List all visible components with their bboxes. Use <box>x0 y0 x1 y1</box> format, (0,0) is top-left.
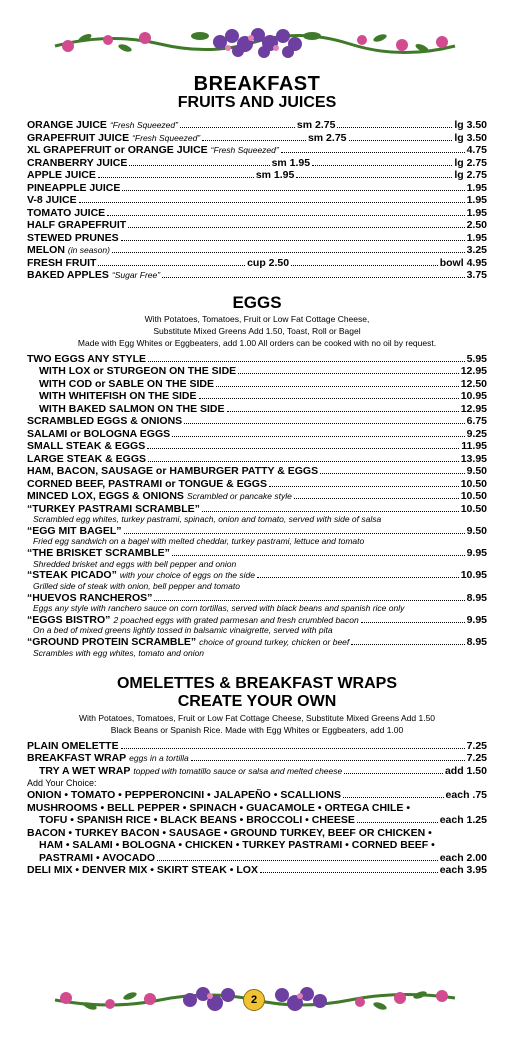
dot-leader <box>351 644 464 645</box>
addon-line: BACON • TURKEY BACON • SAUSAGE • GROUND TURKEY, BEEF OR CHICKEN • <box>27 826 432 839</box>
menu-item-name: “EGG MIT BAGEL” <box>27 524 122 537</box>
menu-item-subdescription: Grilled side of steak with onion, bell pepper and tomato <box>33 580 240 591</box>
menu-item-name: “STEAK PICADO” <box>27 569 117 582</box>
menu-item-row <box>27 144 487 157</box>
menu-item-row <box>27 453 487 466</box>
menu-item-name: WITH BAKED SALMON ON THE SIDE <box>39 402 225 415</box>
dot-leader <box>124 533 465 534</box>
menu-item-price: 9.25 <box>466 427 487 440</box>
menu-item-name: TRY A WET WRAP <box>39 764 131 777</box>
eggs-note-line: With Potatoes, Tomatoes, Fruit or Low Fat Cottage Cheese, <box>144 313 370 324</box>
dot-leader <box>112 252 465 253</box>
menu-item-description: (in season) <box>67 245 110 255</box>
menu-item-price: 10.95 <box>460 569 487 582</box>
dot-leader <box>154 600 464 601</box>
menu-item-price: 11.95 <box>461 440 487 452</box>
menu-item-price: 10.95 <box>460 390 487 402</box>
dot-leader <box>294 498 459 499</box>
menu-item-row <box>27 132 487 145</box>
addon-price: each 3.95 <box>439 864 487 877</box>
addon-line: PASTRAMI • AVOCADO <box>39 851 156 864</box>
menu-item-row <box>27 353 487 366</box>
menu-item-subdescription: Fried egg sandwich on a bagel with melted cheddar, turkey pastrami, lettuce and tomato <box>33 536 365 547</box>
menu-item-subdescription: Shredded brisket and eggs with bell pepper and onion <box>33 558 237 569</box>
addon-line: TOFU • SPANISH RICE • BLACK BEANS • BROCCOLI • CHEESE <box>39 814 355 827</box>
dot-leader <box>147 448 459 449</box>
dot-leader <box>121 748 465 749</box>
omelette-notes <box>27 713 487 735</box>
menu-item-row <box>27 378 487 391</box>
menu-item-name: CRANBERRY JUICE <box>27 156 128 169</box>
menu-item-description: “Fresh Squeezed” <box>132 132 201 143</box>
top-floral-vine <box>50 18 460 68</box>
dot-leader <box>148 461 459 462</box>
menu-item-price: 12.95 <box>460 365 487 377</box>
menu-item-subdescription: Scrambled egg whites, turkey pastrami, spinach, onion and tomato, served with side of salsa <box>33 514 382 524</box>
eggs-note-line: Made with Egg Whites or Eggbeaters, add 1.00 All orders can be cooked with no oil by request. <box>77 337 437 348</box>
menu-item-description: “Fresh Squeezed” <box>109 120 178 130</box>
dot-leader <box>357 822 438 823</box>
menu-item-price: 2.50 <box>466 219 487 231</box>
dot-leader <box>98 265 245 266</box>
menu-item-row <box>27 740 487 753</box>
menu-item-row <box>27 232 487 245</box>
menu-item-price: 13.95 <box>460 452 487 465</box>
menu-item-row <box>27 207 487 220</box>
menu-item-price: 7.25 <box>466 752 487 765</box>
menu-item-row <box>27 415 487 428</box>
addon-price: each .75 <box>445 789 487 802</box>
dot-leader <box>312 165 452 166</box>
dot-leader <box>291 265 438 266</box>
menu-item-name: HALF GRAPEFRUIT <box>27 219 127 231</box>
dot-leader <box>184 423 464 424</box>
menu-item-price: lg 3.50 <box>454 131 488 144</box>
menu-item-row <box>27 244 487 257</box>
fruits-juices-list <box>27 119 487 282</box>
dot-leader <box>129 165 269 166</box>
menu-item-price: 8.95 <box>466 636 487 649</box>
dot-leader <box>216 386 459 387</box>
eggs-note-line: Substitute Mixed Greens Add 1.50, Toast, Roll or Bagel <box>153 325 361 336</box>
omelettes-subtitle: CREATE YOUR OWN <box>177 692 337 710</box>
menu-item-row <box>27 465 487 478</box>
addon-price: each 2.00 <box>439 851 487 864</box>
menu-item-price: 6.75 <box>466 415 487 427</box>
menu-item-price: 3.25 <box>466 244 487 256</box>
menu-item-description: with your choice of eggs on the side <box>119 570 255 581</box>
menu-item-row <box>27 428 487 441</box>
dot-leader <box>180 127 295 128</box>
dot-leader <box>128 227 464 228</box>
menu-item-row <box>27 157 487 170</box>
menu-item-name: WITH LOX or STURGEON ON THE SIDE <box>39 365 237 377</box>
dot-leader <box>257 577 459 578</box>
addon-row <box>27 852 487 865</box>
dot-leader <box>172 555 465 556</box>
menu-item-price: lg 2.75 <box>454 156 488 169</box>
menu-item-name: GRAPEFRUIT JUICE <box>27 131 130 144</box>
menu-item-name: LARGE STEAK & EGGS <box>27 452 147 465</box>
menu-item-price: 4.75 <box>466 144 487 156</box>
addon-line: MUSHROOMS • BELL PEPPER • SPINACH • GUACAMOLE • ORTEGA CHILE • <box>27 801 410 814</box>
menu-item-price: 10.50 <box>460 477 487 490</box>
dot-leader <box>79 202 465 203</box>
omelette-note-line: With Potatoes, Tomatoes, Fruit or Low Fat Cottage Cheese, Substitute Mixed Greens Add 1.50 <box>78 712 436 723</box>
menu-item-row <box>27 119 487 132</box>
addon-row <box>27 864 487 877</box>
menu-item-price: 1.95 <box>466 194 487 206</box>
menu-item-name: PLAIN OMELETTE <box>27 739 119 752</box>
menu-item-price: 7.25 <box>466 739 487 752</box>
menu-page <box>27 74 487 877</box>
omelettes-title: OMELETTES & BREAKFAST WRAPS <box>116 674 397 692</box>
menu-item-price: lg 3.50 <box>454 119 488 131</box>
menu-item-description: 2 poached eggs with grated parmesan and fresh crumbled bacon <box>113 614 359 625</box>
menu-item-small-price: sm 1.95 <box>271 156 311 169</box>
addon-line: ONION • TOMATO • PEPPERONCINI • JALAPEÑO • SCALLIONS <box>27 789 341 802</box>
menu-item-name: SMALL STEAK & EGGS <box>27 440 146 452</box>
menu-item-price: lg 2.75 <box>454 169 488 181</box>
dot-leader <box>202 511 459 512</box>
menu-item-price: add 1.50 <box>444 764 487 777</box>
omelette-note-line: Black Beans or Spanish Rice. Made with Egg Whites or Eggbeaters, add 1.00 <box>110 724 404 735</box>
menu-item-price: 8.95 <box>466 591 487 604</box>
page-number-badge: 2 <box>243 989 265 1011</box>
menu-item-price: 9.95 <box>466 547 487 560</box>
menu-item-row <box>27 490 487 503</box>
menu-item-name: “GROUND PROTEIN SCRAMBLE” <box>27 636 197 649</box>
menu-item-price: 9.95 <box>466 613 487 626</box>
dot-leader <box>238 373 459 374</box>
menu-item-description: “Sugar Free” <box>111 270 161 280</box>
menu-item-row <box>27 182 487 195</box>
dot-leader <box>281 152 465 153</box>
menu-item-description: Scrambled or pancake style <box>186 491 292 501</box>
fruits-juices-subtitle: FRUITS AND JUICES <box>177 94 337 111</box>
menu-item-row <box>27 269 487 282</box>
menu-item-name: BREAKFAST WRAP <box>27 752 127 765</box>
dot-leader <box>337 127 452 128</box>
menu-item-price: 12.50 <box>460 377 487 390</box>
menu-item-description: choice of ground turkey, chicken or beef <box>199 637 350 648</box>
addon-price: each 1.25 <box>439 814 487 827</box>
dot-leader <box>98 177 254 178</box>
menu-item-row <box>27 547 487 560</box>
menu-item-description: topped with tomatillo sauce or salsa and melted cheese <box>133 765 343 776</box>
menu-item-row <box>27 403 487 416</box>
menu-item-small-price: sm 1.95 <box>255 169 295 181</box>
menu-item-row <box>27 219 487 232</box>
dot-leader <box>122 190 464 191</box>
eggs-list <box>27 353 487 659</box>
addon-list <box>27 789 487 877</box>
dot-leader <box>107 215 464 216</box>
floral-vine-icon <box>50 18 460 68</box>
menu-item-name: WITH WHITEFISH ON THE SIDE <box>39 390 197 402</box>
dot-leader <box>202 140 306 141</box>
dot-leader <box>349 140 453 141</box>
menu-item-small-price: cup 2.50 <box>247 256 290 269</box>
dot-leader <box>172 436 464 437</box>
menu-item-price: 10.50 <box>460 490 487 502</box>
dot-leader <box>227 411 459 412</box>
menu-item-row <box>27 365 487 378</box>
addon-label: Add Your Choice: <box>27 778 97 789</box>
menu-item-name: SALAMI or BOLOGNA EGGS <box>27 427 171 440</box>
breakfast-title: BREAKFAST <box>193 73 321 95</box>
menu-item-name: TWO EGGS ANY STYLE <box>27 352 147 365</box>
dot-leader <box>344 773 443 774</box>
menu-item-name: MELON <box>27 244 65 256</box>
menu-item-price: 1.95 <box>466 206 487 219</box>
omelette-list <box>27 740 487 778</box>
menu-item-price: 3.75 <box>466 269 487 281</box>
menu-item-price: 1.95 <box>466 231 487 244</box>
menu-item-small-price: sm 2.75 <box>307 131 347 144</box>
menu-item-name: WITH COD or SABLE ON THE SIDE <box>39 377 215 390</box>
menu-item-name: “HUEVOS RANCHEROS” <box>27 591 153 604</box>
dot-leader <box>320 473 464 474</box>
menu-item-name: “THE BRISKET SCRAMBLE” <box>27 547 170 560</box>
menu-item-name: TOMATO JUICE <box>27 206 106 219</box>
menu-item-price: 9.50 <box>466 524 487 537</box>
addon-row <box>27 814 487 827</box>
dot-leader <box>296 177 452 178</box>
menu-item-row <box>27 440 487 453</box>
menu-item-row <box>27 194 487 207</box>
menu-item-name: SCRAMBLED EGGS & ONIONS <box>27 415 183 427</box>
menu-item-subdescription: On a bed of mixed greens lightly tossed in balsamic vinaigrette, served with pita <box>33 625 333 636</box>
menu-item-name: FRESH FRUIT <box>27 256 97 269</box>
menu-item-row <box>27 765 487 778</box>
menu-item-row <box>27 257 487 270</box>
menu-item-description: eggs in a tortilla <box>129 753 189 764</box>
menu-item-row <box>27 752 487 765</box>
menu-item-price: 12.95 <box>460 402 487 415</box>
menu-item-name: ORANGE JUICE <box>27 119 107 131</box>
menu-item-name: BAKED APPLES <box>27 269 109 281</box>
menu-item-row <box>27 390 487 403</box>
menu-item-price: 1.95 <box>466 181 487 194</box>
menu-item-name: STEWED PRUNES <box>27 231 119 244</box>
menu-item-name: “EGGS BISTRO” <box>27 613 111 626</box>
addon-row <box>27 789 487 802</box>
menu-item-name: V-8 JUICE <box>27 194 77 206</box>
menu-item-subdescription: Scrambles with egg whites, tomato and onion <box>33 647 205 658</box>
menu-item-name: PINEAPPLE JUICE <box>27 181 121 194</box>
menu-item-name: “TURKEY PASTRAMI SCRAMBLE” <box>27 502 200 515</box>
menu-item-description: “Fresh Squeezed” <box>210 145 279 155</box>
menu-item-name: HAM, BACON, SAUSAGE or HAMBURGER PATTY & EGGS <box>27 465 319 477</box>
menu-item-row <box>27 478 487 491</box>
menu-item-name: CORNED BEEF, PASTRAMI or TONGUE & EGGS <box>27 477 267 490</box>
dot-leader <box>191 760 465 761</box>
menu-item-subdescription: Eggs any style with ranchero sauce on corn tortillas, served with black beans and spanish rice only <box>33 603 405 614</box>
dot-leader <box>121 240 465 241</box>
eggs-title: EGGS <box>232 292 282 312</box>
addon-line: DELI MIX • DENVER MIX • SKIRT STEAK • LOX <box>27 864 258 877</box>
dot-leader <box>361 622 465 623</box>
dot-leader <box>260 872 438 873</box>
menu-item-name: XL GRAPEFRUIT or ORANGE JUICE <box>27 144 208 156</box>
dot-leader <box>343 797 444 798</box>
menu-item-price: 10.50 <box>460 502 487 515</box>
dot-leader <box>199 398 459 399</box>
menu-item-name: MINCED LOX, EGGS & ONIONS <box>27 490 184 502</box>
menu-item-small-price: sm 2.75 <box>296 119 336 131</box>
menu-item-row <box>27 169 487 182</box>
dot-leader <box>269 486 459 487</box>
eggs-notes <box>27 314 487 348</box>
dot-leader <box>148 361 465 362</box>
menu-item-row <box>27 636 487 649</box>
menu-item-price: 5.95 <box>466 352 487 365</box>
menu-item-name: APPLE JUICE <box>27 169 96 181</box>
menu-item-price: bowl 4.95 <box>439 256 487 269</box>
menu-item-price: 9.50 <box>466 465 487 477</box>
dot-leader <box>157 860 438 861</box>
dot-leader <box>162 277 465 278</box>
addon-line: HAM • SALAMI • BOLOGNA • CHICKEN • TURKEY PASTRAMI • CORNED BEEF • <box>39 839 435 852</box>
